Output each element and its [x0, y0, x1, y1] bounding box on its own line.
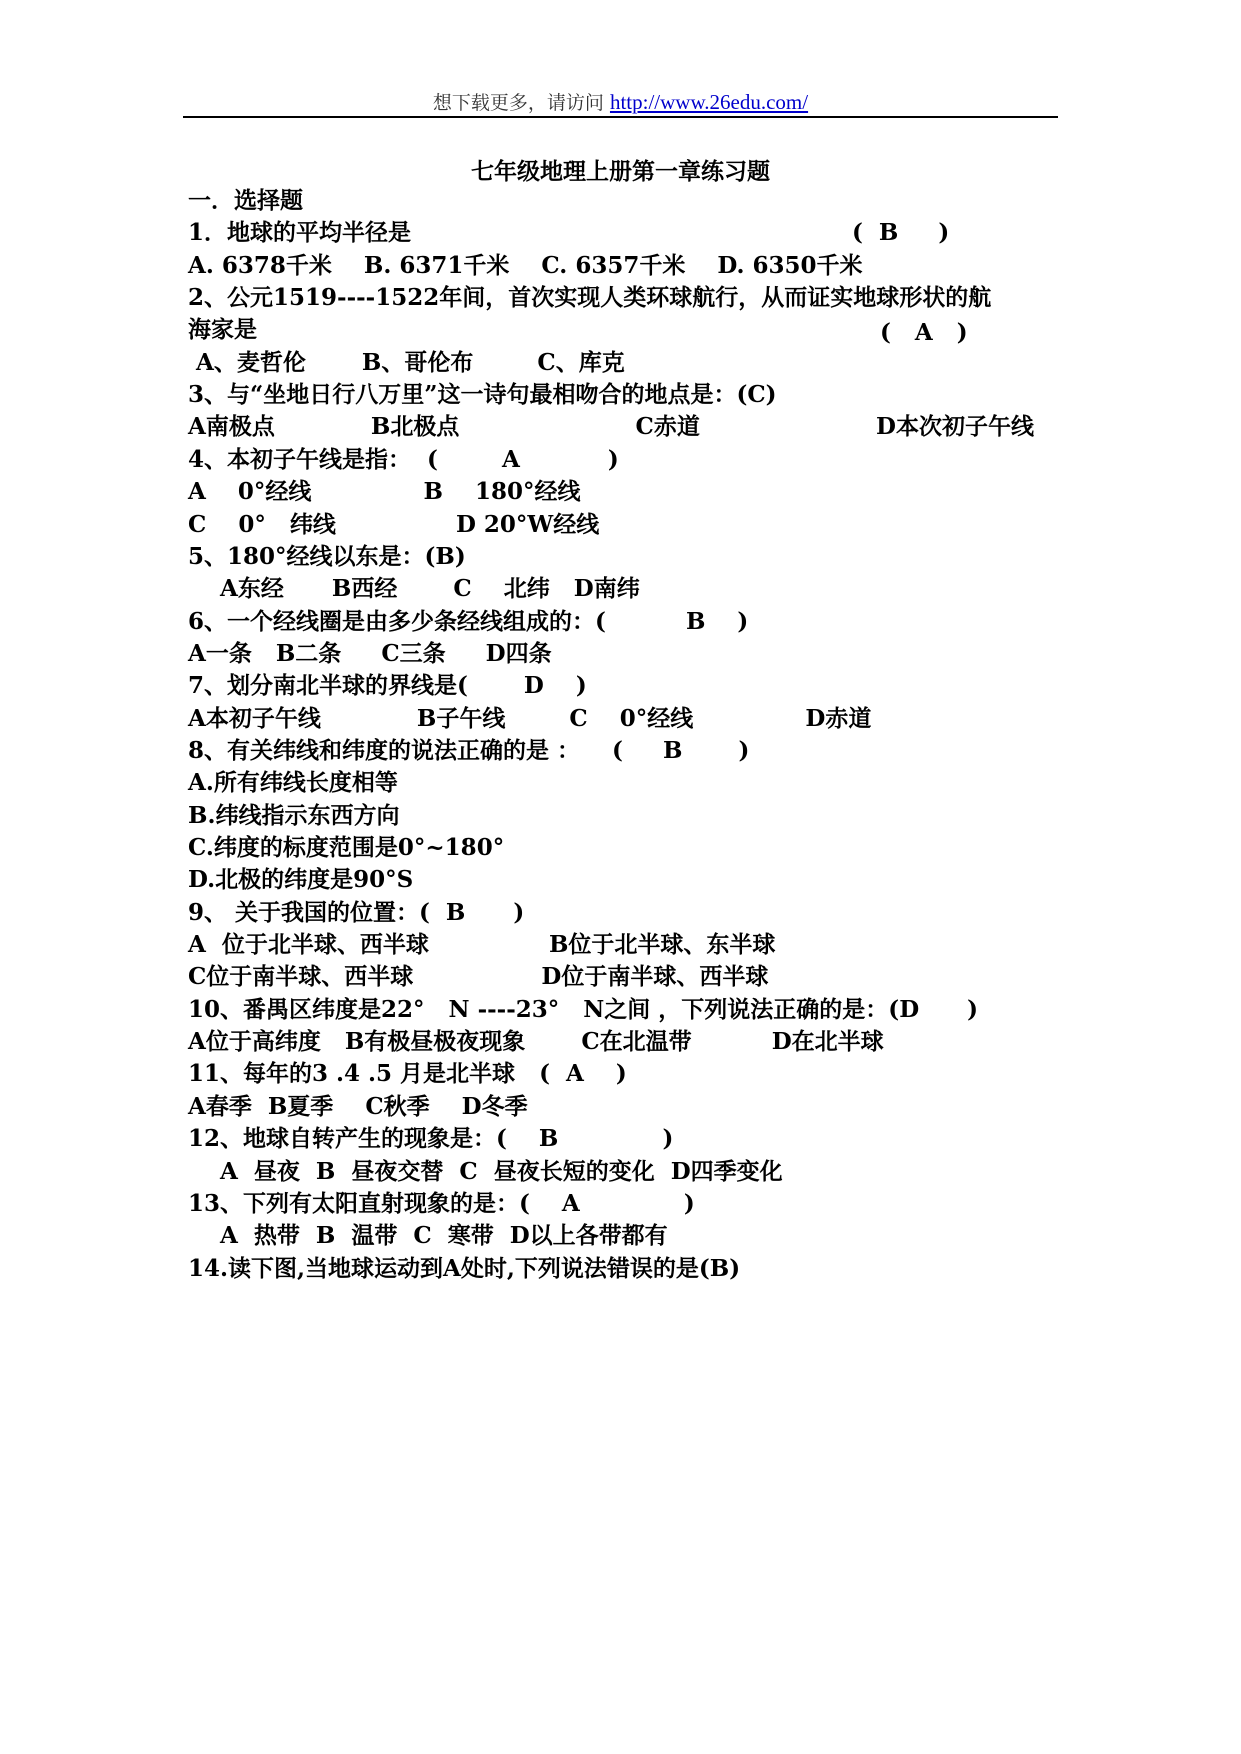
- text-line: 一．选择题: [188, 187, 303, 214]
- answer-q2: ( A ): [880, 319, 968, 346]
- text-line: A、麦哲伦 B、哥伦布 C、库克: [188, 348, 625, 376]
- answer-q1: ( B ): [852, 219, 950, 246]
- text-line: A本初子午线 B子午线 C 0°经线 D赤道: [188, 704, 872, 732]
- text-line: 14.读下图,当地球运动到A处时,下列说法错误的是(B): [188, 1254, 741, 1282]
- text-line: C.纬度的标度范围是0°~180°: [188, 834, 505, 861]
- text-line: C 0° 纬线 D 20°W经线: [188, 510, 600, 538]
- text-line: 13、下列有太阳直射现象的是：( A ): [188, 1189, 695, 1217]
- text-line: A东经 B西经 C 北纬 D南纬: [188, 575, 640, 603]
- header-text: 想下载更多，请访问: [432, 92, 610, 114]
- text-line: A南极点 B北极点 C赤道 D本次初子午线: [188, 413, 1034, 441]
- text-line: A 0°经线 B 180°经线: [188, 478, 581, 506]
- document-title: 七年级地理上册第一章练习题: [471, 158, 770, 185]
- page-header: [183, 88, 1058, 115]
- text-line: 3、与“坐地日行八万里”这一诗句最相吻合的地点是：(C): [188, 381, 777, 409]
- text-line: 8、有关纬线和纬度的说法正确的是 ： ( B ): [188, 736, 750, 764]
- text-line: 2、公元1519----1522年间，首次实现人类环球航行，从而证实地球形状的航: [188, 284, 992, 312]
- text-line: A.所有纬线长度相等: [188, 769, 398, 797]
- text-line: C位于南半球、西半球 D位于南半球、西半球: [188, 963, 769, 991]
- text-line: 4、本初子午线是指： ( A ): [188, 445, 619, 473]
- text-line: 海家是: [188, 316, 257, 344]
- text-line: A. 6378千米 B. 6371千米 C. 6357千米 D. 6350千米: [188, 251, 863, 279]
- text-line: A 热带 B 温带 C 寒带 D以上各带都有: [188, 1222, 668, 1250]
- text-line: A 位于北半球、西半球 B位于北半球、东半球: [188, 931, 776, 959]
- header-rule: [183, 116, 1058, 118]
- text-line: A一条 B二条 C三条 D四条: [188, 639, 552, 667]
- text-line: 5、180°经线以东是：(B): [188, 542, 466, 570]
- text-line: 11、每年的3 .4 .5 月是北半球 ( A ): [188, 1060, 627, 1088]
- text-line: A位于高纬度 B有极昼极夜现象 C在北温带 D在北半球: [188, 1028, 884, 1056]
- text-line: A 昼夜 B 昼夜交替 C 昼夜长短的变化 D四季变化: [188, 1157, 783, 1185]
- text-line: D.北极的纬度是90°S: [188, 866, 414, 894]
- text-line: B.纬线指示东西方向: [188, 801, 400, 829]
- text-line: 10、番禺区纬度是22° N ----23° N之间 ，下列说法正确的是：(D ): [188, 995, 979, 1023]
- header-link[interactable]: http://www.26edu.com/: [609, 90, 809, 114]
- text-line: 9、 关于我国的位置：( B ): [188, 898, 525, 926]
- text-line: 6、一个经线圈是由多少条经线组成的：( B ): [188, 607, 749, 635]
- text-line: 12、地球自转产生的现象是：( B ): [188, 1125, 674, 1153]
- text-line: 1．地球的平均半径是: [188, 219, 412, 247]
- text-line: 7、划分南北半球的界线是( D ): [188, 672, 587, 700]
- text-line: A春季 B夏季 C秋季 D冬季: [188, 1092, 528, 1120]
